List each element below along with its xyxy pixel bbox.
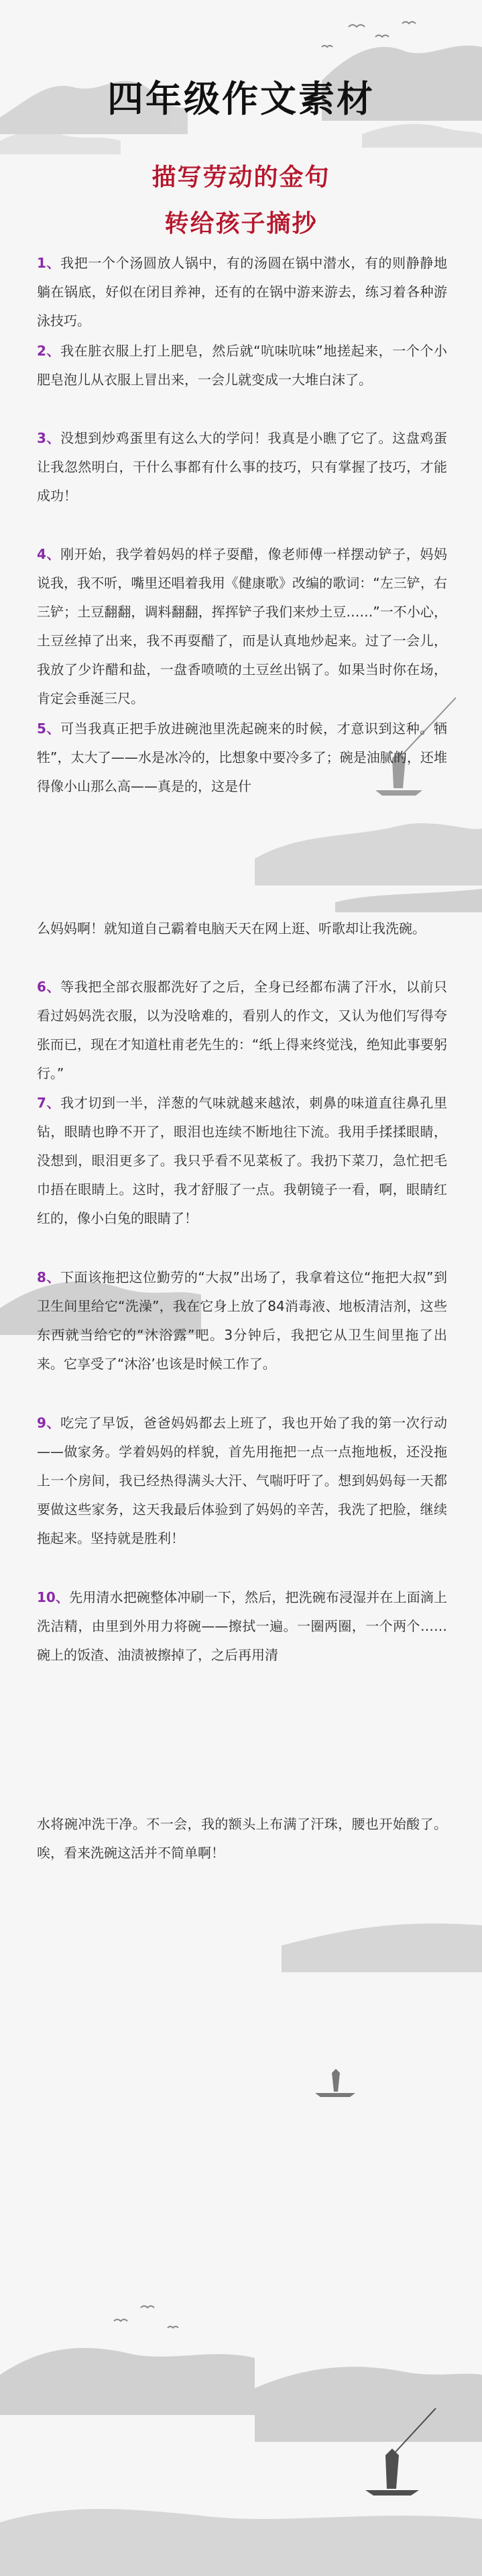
- paragraph-5: [37, 714, 447, 801]
- paragraph-text: 吃完了早饭，爸爸妈妈都去上班了，我也开始了我的第一次行动——做家务。学着妈妈的样貌，首先用拖把一点一点拖地板，还没拖上一个房间，我已经热得满头大汗、气喘吁吁了。想到妈妈每一天都要做这些家务，这天我最后体验到了妈妈的辛苦，我洗了把脸，继续拖起来。坚持就是胜利！: [37, 1415, 448, 1546]
- paragraph-number: 4、: [37, 546, 61, 562]
- paragraph-text: 可当我真正把手放进碗池里洗起碗来的时候，才意识到这种。牺牲”，太大了——水是冰冷的，比想象中要冷多了；碗是油腻的，还堆得像小山那么高——真是的，这是什: [37, 720, 448, 794]
- paragraph-6: [37, 973, 447, 1088]
- paragraph-number: 3、: [37, 430, 61, 446]
- paragraph-10-continued: [37, 1810, 447, 1868]
- paragraph-text: 下面该拖把这位勤劳的“大叔”出场了，我拿着这位“拖把大叔”到卫生间里给它“洗澡”，我在它身上放了84消毒液、地板清洁剂，这些东西就当给它的“沐浴露”吧。3分钟后，我把它从卫生间里拖了出来。它享受了“沐浴’也该是时候工作了。: [37, 1269, 447, 1372]
- paragraph-text: 水将碗冲洗干净。不一会，我的额头上布满了汗珠，腰也开始酸了。唉，看来洗碗这活并不简单啊！: [37, 1816, 447, 1861]
- paragraph-text: 我把一个个汤圆放人锅中，有的汤圆在锅中潜水，有的则静静地躺在锅底，好似在闭目养神，还有的在锅中游来游去，练习着各种游泳技巧。: [37, 255, 448, 329]
- subtitle-1: 描写劳动的金句: [152, 164, 330, 191]
- paragraph-text: 等我把全部衣服都洗好了之后，全身已经都布满了汗水，以前只看过妈妈洗衣服，以为没啥难的，看别人的作文，又认为他们写得夸张而已，现在才知道杜甫老先生的：“纸上得来终觉浅，绝知此事要躬行。”: [37, 979, 448, 1081]
- paragraph-text: 没想到炒鸡蛋里有这么大的学问！我真是小瞧了它了。这盘鸡蛋让我忽然明白，干什么事都有什么事的技巧，只有掌握了技巧，才能成功！: [37, 430, 448, 504]
- paragraph-10: [37, 1583, 447, 1670]
- paragraph-2: [37, 337, 447, 394]
- subtitle-2: 转给孩子摘抄: [164, 210, 318, 237]
- paragraph-number: 5、: [37, 720, 61, 737]
- paragraph-text: 我在脏衣服上打上肥皂，然后就“吭味吭味”地搓起来，一个个小肥皂泡儿从衣服上冒出来，一会儿就变成一大堆白沫了。: [37, 343, 447, 388]
- paragraph-number: 7、: [37, 1095, 61, 1111]
- paragraph-8: [37, 1263, 447, 1379]
- paragraph-text: 么妈妈啊！就知道自己霸着电脑天天在网上逛、听歌却让我洗碗。: [37, 920, 426, 936]
- paragraph-5-continued: [37, 914, 447, 943]
- paragraph-7: [37, 1089, 447, 1233]
- paragraph-4: [37, 540, 447, 713]
- paragraph-number: 9、: [37, 1415, 61, 1431]
- paragraph-number: 10、: [37, 1589, 70, 1605]
- paragraph-number: 6、: [37, 979, 61, 995]
- page-title: 四年级作文素材: [107, 78, 375, 120]
- paragraph-text: 刚开始，我学着妈妈的样子耍醋，像老师傅一样摆动铲子，妈妈说我，我不听，嘴里还唱着我用《健康歌》改编的歌词：“左三铲，右三铲；土豆翻翻，调料翻翻，挥挥铲子我们来炒土豆……”一不小心，土豆丝掉了出来，我不再耍醋了，而是认真地炒起来。过了一会儿，我放了少许醋和盐，一盘香喷喷的土豆丝出锅了。如果当时你在场，肯定会垂涎三尺。: [37, 546, 448, 706]
- paragraph-number: 8、: [37, 1269, 60, 1285]
- paragraph-1: [37, 249, 447, 335]
- paragraph-3: [37, 424, 447, 511]
- paragraph-text: 先用清水把碗整体冲刷一下，然后，把洗碗布浸湿并在上面滴上洗洁精，由里到外用力将碗——擦拭一遍。一圈两圈，一个两个……碗上的饭渣、油渍被擦掉了，之后再用清: [37, 1589, 447, 1663]
- paragraph-number: 1、: [37, 255, 61, 271]
- paragraph-text: 我才切到一半，洋葱的气味就越来越浓，刺鼻的味道直往鼻孔里钻，眼睛也睁不开了，眼泪也连续不断地往下流。我用手揉揉眼睛，没想到，眼泪更多了。我只乎看不见菜板了。我扔下菜刀，急忙把毛巾捂在眼睛上。这时，我才舒服了一点。我朝镜子一看，啊，眼睛红红的，像小白兔的眼睛了！: [37, 1095, 448, 1226]
- paragraph-9: [37, 1409, 447, 1553]
- paragraph-number: 2、: [37, 343, 61, 359]
